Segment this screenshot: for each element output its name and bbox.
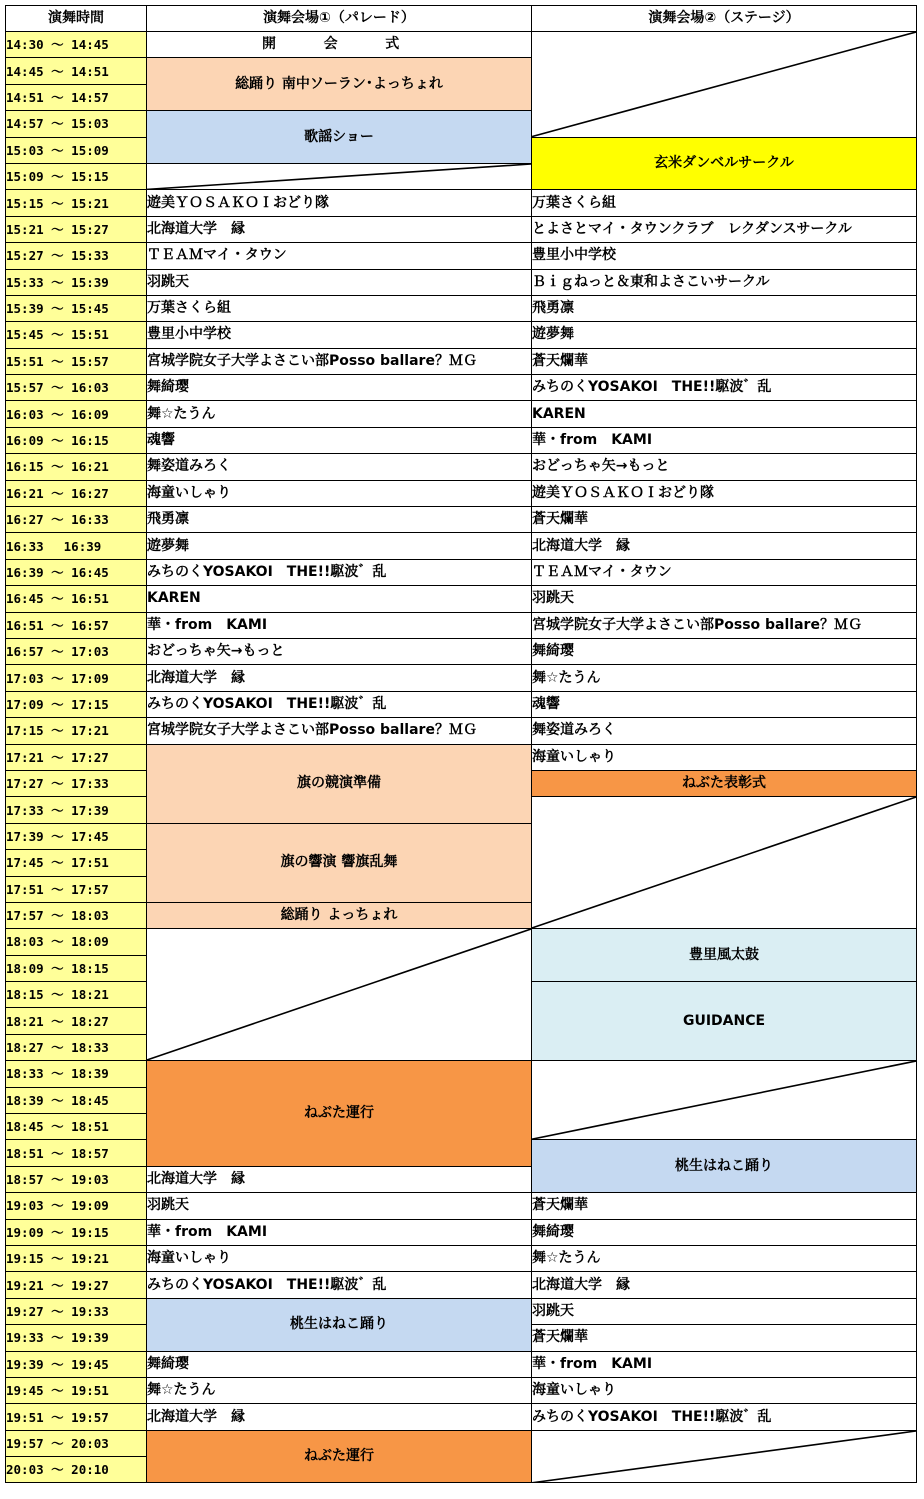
table-row <box>6 1272 917 1298</box>
table-row <box>6 190 917 216</box>
table-row <box>6 1298 917 1324</box>
time-slot: 17:33 ～ 17:39 <box>6 797 147 823</box>
table-row <box>6 480 917 506</box>
stage-team-cell: 羽跳天 <box>532 586 917 612</box>
stage-team-cell: 北海道大学 縁 <box>532 533 917 559</box>
table-row <box>6 929 917 955</box>
stage-event-cell: 桃生はねこ踊り <box>532 1140 917 1193</box>
time-slot: 19:51 ～ 19:57 <box>6 1404 147 1430</box>
stage-empty-slot <box>532 1430 917 1483</box>
stage-team-cell: 飛勇凛 <box>532 295 917 321</box>
stage-team-cell: 宮城学院女子大学よさこい部Posso ballare？ＭＧ <box>532 612 917 638</box>
time-slot: 16:27 ～ 16:33 <box>6 507 147 533</box>
stage-team-cell: みちのくYOSAKOI THE!!駆波゛乱 <box>532 375 917 401</box>
stage-empty-slot <box>532 797 917 929</box>
parade-team-cell: 舞綺璎 <box>147 1351 532 1377</box>
parade-empty-slot <box>147 163 532 189</box>
parade-team-cell: 宮城学院女子大学よさこい部Posso ballare？ＭＧ <box>147 718 532 744</box>
parade-event-cell: 開 会 式 <box>147 32 532 58</box>
parade-team-cell: 北海道大学 縁 <box>147 1166 532 1192</box>
table-row <box>6 691 917 717</box>
stage-team-cell: 舞綺璎 <box>532 1219 917 1245</box>
parade-team-cell: 遊夢舞 <box>147 533 532 559</box>
parade-event-cell: 歌謡ショー <box>147 111 532 164</box>
parade-team-cell: 宮城学院女子大学よさこい部Posso ballare？ＭＧ <box>147 348 532 374</box>
time-slot: 18:39 ～ 18:45 <box>6 1087 147 1113</box>
parade-team-cell: 舞姿道みろく <box>147 454 532 480</box>
table-row <box>6 216 917 242</box>
stage-team-cell: Ｂｉｇねっと＆東和よさこいサークル <box>532 269 917 295</box>
stage-team-cell: 羽跳天 <box>532 1298 917 1324</box>
parade-team-cell: 北海道大学 縁 <box>147 1404 532 1430</box>
time-slot: 17:57 ～ 18:03 <box>6 902 147 928</box>
diagonal-line-icon <box>532 32 916 137</box>
stage-team-cell: 蒼天爛華 <box>532 507 917 533</box>
stage-team-cell: 舞☆たうん <box>532 665 917 691</box>
parade-team-cell: 華・from KAMI <box>147 612 532 638</box>
table-row <box>6 533 917 559</box>
parade-team-cell: 羽跳天 <box>147 269 532 295</box>
time-slot: 16:39 ～ 16:45 <box>6 559 147 585</box>
time-slot: 15:33 ～ 15:39 <box>6 269 147 295</box>
time-slot: 19:27 ～ 19:33 <box>6 1298 147 1324</box>
stage-team-cell: 蒼天爛華 <box>532 1193 917 1219</box>
table-row <box>6 507 917 533</box>
time-slot: 16:15 ～ 16:21 <box>6 454 147 480</box>
stage-event-cell: ねぶた表彰式 <box>532 770 917 796</box>
parade-team-cell: 海童いしゃり <box>147 480 532 506</box>
time-slot: 17:21 ～ 17:27 <box>6 744 147 770</box>
time-slot: 18:27 ～ 18:33 <box>6 1034 147 1060</box>
parade-team-cell: 遊美ＹＯＳＡＫＯＩおどり隊 <box>147 190 532 216</box>
time-slot: 17:39 ～ 17:45 <box>6 823 147 849</box>
diagonal-line-icon <box>532 797 916 928</box>
table-row <box>6 295 917 321</box>
time-slot: 17:51 ～ 17:57 <box>6 876 147 902</box>
stage-team-cell: KAREN <box>532 401 917 427</box>
schedule-document <box>5 5 916 1490</box>
time-slot: 17:27 ～ 17:33 <box>6 770 147 796</box>
time-slot: 15:09 ～ 15:15 <box>6 163 147 189</box>
stage-team-cell: みちのくYOSAKOI THE!!駆波゛乱 <box>532 1404 917 1430</box>
parade-team-cell: 万葉さくら組 <box>147 295 532 321</box>
stage-team-cell: 海童いしゃり <box>532 1377 917 1403</box>
time-slot: 15:45 ～ 15:51 <box>6 322 147 348</box>
stage-event-cell: 玄米ダンベルサークル <box>532 137 917 190</box>
time-slot: 18:51 ～ 18:57 <box>6 1140 147 1166</box>
stage-empty-slot <box>532 1061 917 1140</box>
table-row <box>6 718 917 744</box>
table-row <box>6 427 917 453</box>
time-slot: 14:30 ～ 14:45 <box>6 32 147 58</box>
time-slot: 19:45 ～ 19:51 <box>6 1377 147 1403</box>
table-row <box>6 1404 917 1430</box>
diagonal-line-icon <box>532 1431 916 1483</box>
parade-team-cell: 華・from KAMI <box>147 1219 532 1245</box>
time-slot: 19:15 ～ 19:21 <box>6 1245 147 1271</box>
parade-team-cell: ＴＥＡＭマイ・タウン <box>147 243 532 269</box>
parade-team-cell: みちのくYOSAKOI THE!!駆波゛乱 <box>147 691 532 717</box>
stage-team-cell: 舞綺璎 <box>532 638 917 664</box>
table-row <box>6 638 917 664</box>
time-slot: 17:09 ～ 17:15 <box>6 691 147 717</box>
time-slot: 15:57 ～ 16:03 <box>6 375 147 401</box>
diagonal-line-icon <box>147 929 531 1060</box>
time-slot: 18:57 ～ 19:03 <box>6 1166 147 1192</box>
parade-event-cell: 総踊り 南中ソーラン･よっちょれ <box>147 58 532 111</box>
time-slot: 15:51 ～ 15:57 <box>6 348 147 374</box>
table-row <box>6 586 917 612</box>
time-slot: 15:39 ～ 15:45 <box>6 295 147 321</box>
time-slot: 18:09 ～ 18:15 <box>6 955 147 981</box>
time-slot: 18:33 ～ 18:39 <box>6 1061 147 1087</box>
stage-event-cell: GUIDANCE <box>532 982 917 1061</box>
time-slot: 14:51 ～ 14:57 <box>6 84 147 110</box>
table-row <box>6 1351 917 1377</box>
time-slot: 18:15 ～ 18:21 <box>6 982 147 1008</box>
schedule-table <box>5 5 917 1483</box>
table-row <box>6 1245 917 1271</box>
table-row <box>6 612 917 638</box>
time-slot: 19:33 ～ 19:39 <box>6 1325 147 1351</box>
header-stage: 演舞会場②（ステージ） <box>532 6 917 32</box>
parade-team-cell: 飛勇凛 <box>147 507 532 533</box>
table-row <box>6 665 917 691</box>
parade-team-cell: 北海道大学 縁 <box>147 216 532 242</box>
table-row <box>6 375 917 401</box>
time-slot: 16:09 ～ 16:15 <box>6 427 147 453</box>
time-slot: 19:39 ～ 19:45 <box>6 1351 147 1377</box>
time-slot: 15:21 ～ 15:27 <box>6 216 147 242</box>
time-slot: 20:03 ～ 20:10 <box>6 1457 147 1483</box>
table-row <box>6 1061 917 1087</box>
time-slot: 18:21 ～ 18:27 <box>6 1008 147 1034</box>
time-slot: 17:15 ～ 17:21 <box>6 718 147 744</box>
parade-event-cell: 旗の競演準備 <box>147 744 532 823</box>
parade-team-cell: 北海道大学 縁 <box>147 665 532 691</box>
table-row <box>6 744 917 770</box>
stage-team-cell: 華・from KAMI <box>532 427 917 453</box>
parade-event-cell: ねぶた運行 <box>147 1430 532 1483</box>
stage-team-cell: 遊夢舞 <box>532 322 917 348</box>
table-row <box>6 322 917 348</box>
stage-team-cell: 華・from KAMI <box>532 1351 917 1377</box>
stage-team-cell: 蒼天爛華 <box>532 1325 917 1351</box>
time-slot: 19:57 ～ 20:03 <box>6 1430 147 1456</box>
parade-event-cell: 総踊り よっちょれ <box>147 902 532 928</box>
time-slot: 14:57 ～ 15:03 <box>6 111 147 137</box>
stage-team-cell: おどっちゃ矢→もっと <box>532 454 917 480</box>
header-time: 演舞時間 <box>6 6 147 32</box>
parade-event-cell: ねぶた運行 <box>147 1061 532 1167</box>
time-slot: 15:15 ～ 15:21 <box>6 190 147 216</box>
table-row <box>6 559 917 585</box>
parade-empty-slot <box>147 929 532 1061</box>
time-slot: 16:45 ～ 16:51 <box>6 586 147 612</box>
stage-team-cell: 海童いしゃり <box>532 744 917 770</box>
stage-team-cell: 万葉さくら組 <box>532 190 917 216</box>
stage-team-cell: 魂響 <box>532 691 917 717</box>
stage-team-cell: とよさとマイ・タウンクラブ レクダンスサークル <box>532 216 917 242</box>
header-row <box>6 6 917 32</box>
time-slot: 16:51 ～ 16:57 <box>6 612 147 638</box>
time-slot: 17:03 ～ 17:09 <box>6 665 147 691</box>
stage-team-cell: 蒼天爛華 <box>532 348 917 374</box>
time-slot: 16:03 ～ 16:09 <box>6 401 147 427</box>
stage-team-cell: ＴＥＡＭマイ・タウン <box>532 559 917 585</box>
parade-team-cell: みちのくYOSAKOI THE!!駆波゛乱 <box>147 559 532 585</box>
table-row <box>6 1377 917 1403</box>
time-slot: 19:21 ～ 19:27 <box>6 1272 147 1298</box>
parade-team-cell: 魂響 <box>147 427 532 453</box>
stage-team-cell: 遊美ＹＯＳＡＫＯＩおどり隊 <box>532 480 917 506</box>
time-slot: 16:21 ～ 16:27 <box>6 480 147 506</box>
table-row <box>6 1193 917 1219</box>
table-row <box>6 243 917 269</box>
stage-event-cell: 豊里風太鼓 <box>532 929 917 982</box>
parade-event-cell: 桃生はねこ踊り <box>147 1298 532 1351</box>
time-slot: 17:45 ～ 17:51 <box>6 850 147 876</box>
table-row <box>6 269 917 295</box>
table-row <box>6 401 917 427</box>
parade-team-cell: 舞☆たうん <box>147 401 532 427</box>
parade-team-cell: 羽跳天 <box>147 1193 532 1219</box>
parade-team-cell: 海童いしゃり <box>147 1245 532 1271</box>
time-slot: 16:57 ～ 17:03 <box>6 638 147 664</box>
parade-team-cell: 舞綺璎 <box>147 375 532 401</box>
parade-team-cell: 舞☆たうん <box>147 1377 532 1403</box>
parade-team-cell: 豊里小中学校 <box>147 322 532 348</box>
schedule-body <box>6 32 917 1483</box>
table-row <box>6 1219 917 1245</box>
table-row <box>6 1430 917 1456</box>
diagonal-line-icon <box>532 1061 916 1139</box>
time-slot: 18:03 ～ 18:09 <box>6 929 147 955</box>
parade-event-cell: 旗の響演 響旗乱舞 <box>147 823 532 902</box>
header-parade: 演舞会場①（パレード） <box>147 6 532 32</box>
stage-empty-slot <box>532 32 917 138</box>
time-slot: 15:03 ～ 15:09 <box>6 137 147 163</box>
time-slot: 15:27 ～ 15:33 <box>6 243 147 269</box>
stage-team-cell: 舞☆たうん <box>532 1245 917 1271</box>
parade-team-cell: みちのくYOSAKOI THE!!駆波゛乱 <box>147 1272 532 1298</box>
parade-team-cell: KAREN <box>147 586 532 612</box>
time-slot: 18:45 ～ 18:51 <box>6 1114 147 1140</box>
time-slot: 19:09 ～ 19:15 <box>6 1219 147 1245</box>
parade-team-cell: おどっちゃ矢→もっと <box>147 638 532 664</box>
table-row <box>6 454 917 480</box>
table-row <box>6 348 917 374</box>
diagonal-line-icon <box>147 164 531 189</box>
time-slot: 14:45 ～ 14:51 <box>6 58 147 84</box>
table-row <box>6 32 917 58</box>
time-slot: 19:03 ～ 19:09 <box>6 1193 147 1219</box>
time-slot: 16:33 16:39 <box>6 533 147 559</box>
stage-team-cell: 豊里小中学校 <box>532 243 917 269</box>
stage-team-cell: 舞姿道みろく <box>532 718 917 744</box>
stage-team-cell: 北海道大学 縁 <box>532 1272 917 1298</box>
